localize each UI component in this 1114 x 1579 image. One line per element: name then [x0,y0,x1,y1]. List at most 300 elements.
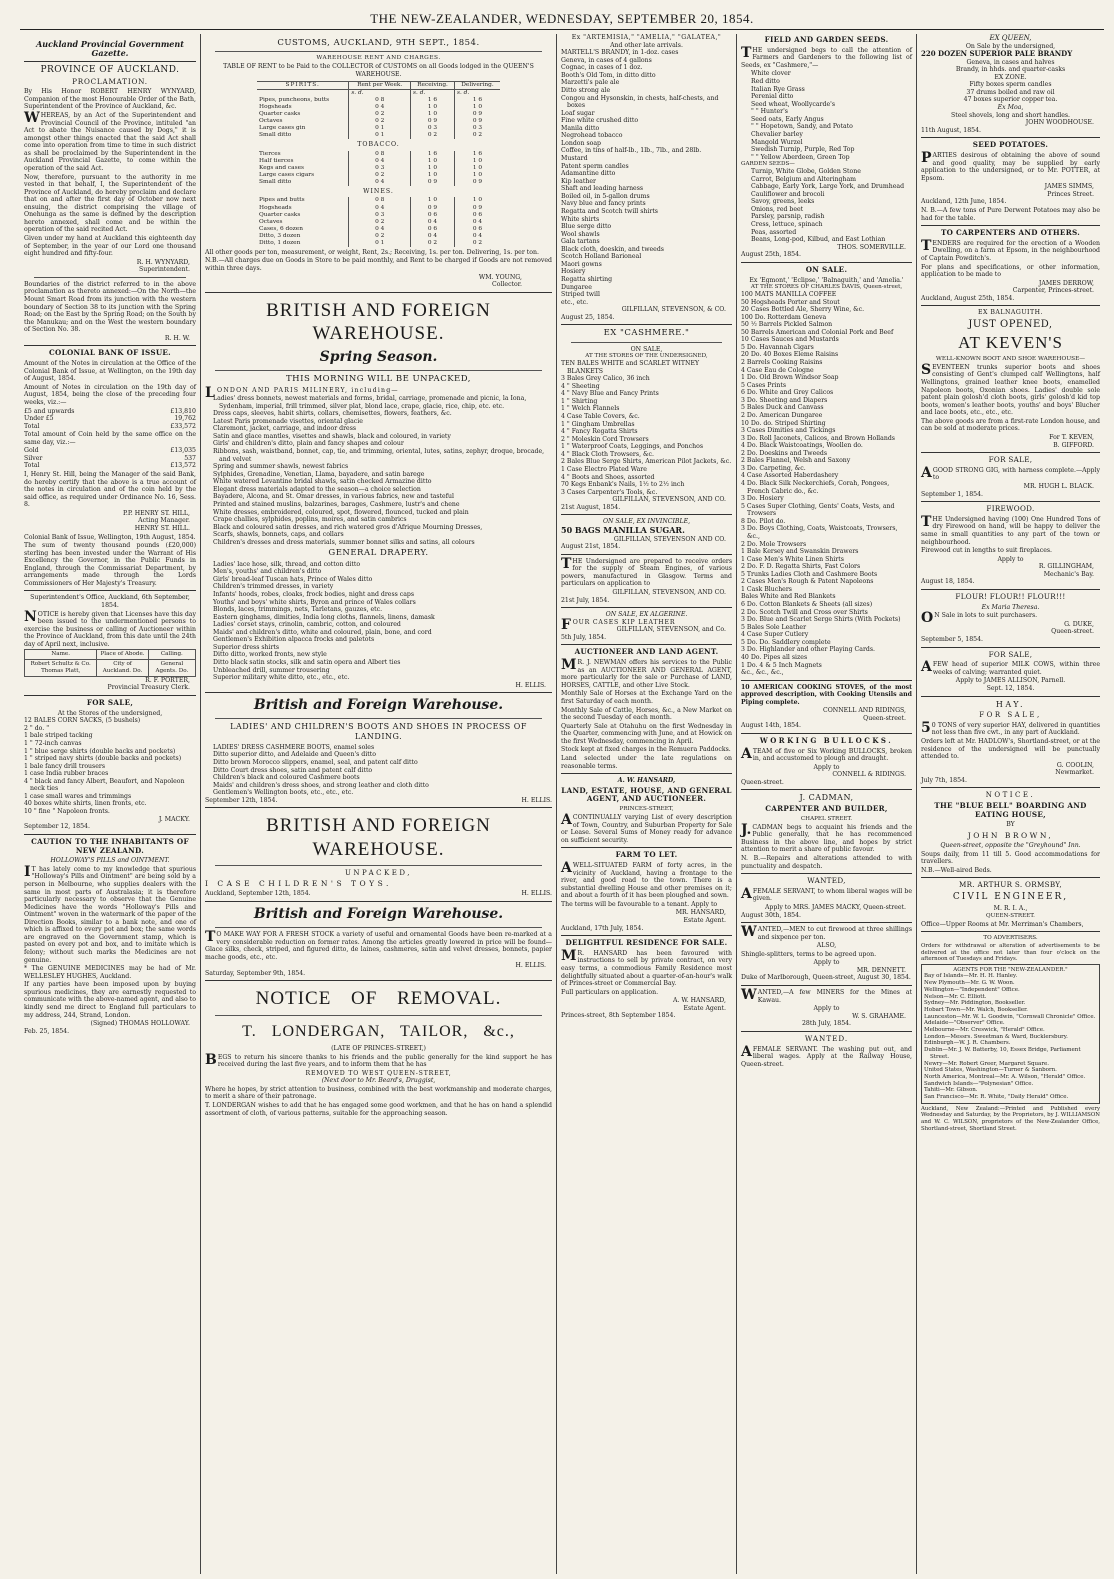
moa-signature: JOHN WOODHOUSE. [1025,119,1094,127]
bank-row [24,423,196,431]
wines-row-cell: 0 2 [411,240,455,247]
davis-item: Bales White and Red Blankets [741,593,836,601]
wanted-3-body: WANTED,—A few MINERS for the Mines at Kawau. [741,987,912,1004]
sale-item: 1 " blue serge shirts (double backs and pockets) [24,747,176,755]
wines-row-cell: 0 4 [455,219,500,226]
ellis-signature-4: H. ELLIS. [515,962,546,970]
stoves-signature-2: Queen-street. [863,714,906,722]
license-signature-2: Provincial Treasury Clerk. [107,684,190,692]
bank-row-label: Total [24,422,40,430]
hay-date: July 7th, 1854. [921,776,967,784]
queen-item: Geneva, in cases and halves [966,58,1055,66]
goods-item: Scotch Holland Barioneal [561,253,642,261]
goods-item: Cognac, in cases of 1 doz. [561,64,643,72]
tobacco-row [257,158,500,165]
drapery-item: Superior dress shirts [213,643,280,651]
firewood-body-2: Firewood cut in lengths to suit fireplaces. [921,547,1053,555]
drapery-item: Ditto ditto, worked fronts, new style [213,651,327,659]
goods-item: White shirts [561,215,600,223]
coin-row-value: £13,035 [170,447,196,455]
gig-date: September 1, 1854. [921,490,984,498]
sugar-signature: GILFILLAN, STEVENSON AND CO. [613,535,726,543]
blanket-item: 1 " Shirting [561,397,598,405]
davis-item: 5 Cases Super Clothing, Gents' Coats, Vests, and Trowsers [741,502,895,518]
londergan-body-2: Where he hopes, by strict attention to business, combined with the best workmanship and moderate charges, to merit a share of their patronage. [205,1085,552,1101]
davis-item: 3 Cases Dimities and Tickings [741,427,836,435]
garden-seed-item: Savoy, greens, leeks [751,198,815,206]
hansard-name: A. W. HANSARD, [617,777,676,785]
millinery-list [205,395,552,546]
bank-row-value: 19,762 [174,415,196,423]
millinery-item: Ladies' dress bonnets, newest materials and forms, bridal, carriage, promenade and picnic, la Iona, Sydenham, imperial, frill trimmed, silver plat, blond lace, crape, glacie, rice, chip, etc. etc. [213,395,527,410]
bank-declaration: I, Henry St. Hill, being the Manager of the said Bank, do hereby certify that the above is a true account of the notes in circulation and of the coin held by the said office, as required under Ordinance No. 16, Sess. 8. [24,471,196,509]
spirits-row-cell: 1 0 [411,111,455,118]
wanted-3-apply: Apply to [813,1005,840,1013]
spirits-row-cell: 0 9 [455,111,500,118]
ellis-signature-3: H. ELLIS. [521,890,552,898]
davis-item: 1 Bale Kersey and Swanskin Drawers [741,548,859,556]
cadman-name: J. CADMAN, [799,793,854,803]
column-3 [556,34,736,1574]
spirits-row-cell: 0 2 [349,111,411,118]
davis-item: 1 Cask Bluchers [741,585,792,593]
caution-body-2: * The GENUINE MEDICINES may be had of Mr. WELLESLEY HUGHES, Auckland. [24,965,196,980]
wines-row-cell: 1 0 [411,197,455,204]
cadman-heading: CARPENTER AND BUILDER, [765,804,888,814]
boots-item: Ditto Court dress shoes, satin and patent calf ditto [213,766,373,774]
rent-col-header: SPIRITS. [257,81,349,89]
kevens-body: SEVENTEEN trunks superior boots and shoes consisting of Gent's clumped calf Wellingtons, half Wellingtons, grained leather knee boots, enamelled Napoleon boots, Oxonian shoes. Ladies' double sole patent plain golosh'd cloth boots, girls' golosh'd kid top boots, women's leather boots, youths' and boys' Blucher and lace boots, etc., etc., etc. [921,361,1100,417]
tobacco-row-cell: 1 0 [411,165,455,172]
drapery-item: Youths' and boys' white shirts, Byron and prince of Wales collars [213,598,416,606]
bullocks-body: ATEAM of five or Six Working BULLOCKS, broken in, and accustomed to plough and draught. [741,745,912,763]
tobacco-row-cell: Tierces [259,150,281,157]
garden-seed-item: Cress, lettuce, spinach [751,220,823,228]
sale-items-list [24,717,196,815]
millinery-item: Ribbons, sash, waistband, bonnet, cap, tie, and trimming, oriental, lutes, satins, zephyr, droque, brocade, and velvet [213,448,545,463]
wanted-2-place: Duke of Marlborough, Queen-street, August 30, 1854. [741,974,911,982]
davis-item: 2 Barrels Cooking Raisins [741,359,823,366]
davis-item: 40 Do. Pipes all sizes [741,653,808,661]
sugar-line: 50 BAGS MANILLA SUGAR. [561,524,685,535]
wanted-1-body: AFEMALE SERVANT, to whom liberal wages will be given. [741,885,912,903]
bank-coin-intro: Total amount of Coin held by the same office on the same day, viz.:— [24,431,196,446]
spirits-row-cell: 0 9 [455,118,500,125]
steam-engines: THE Undersigned are prepared to receive orders for the supply of Steam Engines, of various powers, manufactured in Glasgow. Terms and particulars on application to [561,555,732,588]
blankets-signature: GILFILLAN, STEVENSON, AND CO. [612,496,726,504]
davis-item: 50 Barrels American and Colonial Pork and Beef [741,328,894,336]
queen-sub: On Sale by the undersigned, [965,42,1056,50]
goods-item: Maori gowns [561,260,602,268]
balnaguith-heading: EX BALNAGUITH. [978,309,1043,317]
millinery-item: White watered Levantine bridal shawls, satin checked Armazine ditto [213,478,432,486]
agent-item: Nelson—Mr. C. Elliott. [924,993,987,1000]
bullocks-signature: CONNELL & RIDINGS. [832,771,906,779]
davis-item: 4 Case Super Cutlery [741,631,809,639]
bank-notes-table [24,408,196,431]
bank-note: The sum of twenty thousand pounds (£20,000) sterling has been invested under the Warrant of His Excellency the Governor, in the Public Funds in England, through the Commissariat Department, by arrangements made through the Lords Commissioners of Her Majesty's Treasury. [24,542,196,587]
millinery-item: Claremont, jacket, carriage, and indoor dress [213,425,357,433]
millinery-item: Elegant dress materials adapted to the season—a choice selection [213,485,421,493]
davis-item: &c., &c., &c., [741,669,784,677]
davis-item: 6 Do. White and Grey Calicos [741,389,834,397]
wines-row-cell: Cases, 6 dozen [259,225,303,232]
davis-item: 4 Do. Black Waistcoatings, Woollen do. [741,442,863,450]
wines-row-cell: Quarter casks [259,211,301,218]
rent-signature-2: Collector. [492,281,522,289]
caution-date: Feb. 25, 1854. [24,1027,70,1035]
agents-heading: AGENTS FOR THE "NEW-ZEALANDER." [953,966,1068,973]
license-notice: NOTICE is hereby given that Licenses have this day been issued to the undermentioned persons to exercise the business or calling of Auctioneer within the Province of Auckland, from this date until the 24th day of April next, inclusive. [24,608,196,648]
spirits-row-cell: 0 2 [349,118,411,125]
potatoes-date: Auckland, 12th June, 1854. [921,198,1007,206]
stoves-date: August 14th, 1854. [741,722,802,730]
agents-list [924,973,1097,1100]
license-signature-1: R. F. PORTER, [145,676,190,684]
spirits-row-cell: 0 4 [349,104,411,111]
stoves-body: 10 AMERICAN COOKING STOVES, of the most approved description, with Cooking Utensils and Piping complete. [741,683,912,706]
cows-apply: Apply to JAMES ALLISON, Parnell. [955,677,1066,685]
agent-item: Sydney—Mr. Piddington, Bookseller. [924,1000,1026,1007]
davis-item: 3 Do. Sheeting and Diapers [741,396,828,404]
agent-item: Hobart Town—Mr. Walch, Bookseller. [924,1006,1028,1013]
proclamation-given: Given under my hand at Auckland this eighteenth day of September, in the year of our Lord one thousand eight hundred and fifty-four. [24,235,196,258]
wines-row-cell: Octaves [259,218,283,225]
davis-item: 5 Do. Do. Saddlery complete [741,638,831,646]
removal-heading: NOTICE OF REMOVAL. [255,988,502,1010]
davis-at: AT THE STORES OF CHARLES DAVIS, Queen-street, [750,284,903,291]
next-door: (Next door to Mr. Beard's, Druggist, [321,1077,436,1085]
goods-item: London soap [561,139,602,147]
davis-item: 50 Hogsheads Porter and Stout [741,298,840,306]
goods-item: Kip leather [561,177,596,185]
auctioneer-body-6: Land selected under the late regulations on reasonable terms. [561,754,732,770]
davis-item: 5 Do. Havannah Cigars [741,343,814,351]
goods-item: Negrohead tobacco [561,132,623,140]
hay-sale: FOR SALE, [979,711,1042,720]
spirits-row-cell: Hogsheads [259,103,292,110]
wines-row [257,233,500,240]
wines-row-cell: 0 4 [455,233,500,240]
wines-row-cell: 0 3 [349,212,411,219]
cadman-street: CHAPEL STREET. [800,815,853,822]
license-table [24,649,196,676]
cashmere-heading: EX "CASHMERE." [603,328,690,339]
rent-table [257,81,500,247]
drapery-item: Children's trimmed dresses, in variety [213,583,334,591]
moa-heading: Ex Moa, [997,104,1024,111]
drapery-item: Infants' hoods, robes, cloaks, frock bodies, night and dress caps [213,590,415,598]
tobacco-row-cell: 1 6 [411,151,455,158]
wanted-2-signature: MR. DENNETT. [856,966,906,974]
drapery-item: Unbleached drill, summer trousering [213,666,330,674]
goods-signature: GILFILLAN, STEVENSON, & CO. [621,306,726,314]
carpenters-body-2: For plans and specifications, or other information, application to be made to [921,263,1100,279]
residence-signature-1: A. W. HANSARD, [673,997,726,1005]
cows-date: Sept. 12, 1854. [986,685,1035,693]
wines-row-cell: 0 4 [349,205,411,212]
boots-item: Ditto brown Morocco slippers, enamel, seal, and patent calf ditto [213,758,418,766]
residence-heading: DELIGHTFUL RESIDENCE FOR SALE. [565,938,728,948]
davis-item: 8 Do. Pilot do. [741,517,786,525]
davis-item: 2 Bales Flannel, Welsh and Saxony [741,457,851,465]
seeds-heading: FIELD AND GARDEN SEEDS. [764,35,889,44]
just-opened: JUST OPENED, [968,318,1053,330]
seed-item: Perenial ditto [751,93,794,101]
goods-item: Mustard [561,155,588,162]
tobacco-row-cell: 0 9 [455,179,500,186]
wanted-1-apply: Apply to MRS. JAMES MACKY, Queen-street. [764,903,906,911]
tobacco-row-cell: 1 0 [455,172,500,179]
spirits-row [257,104,500,111]
goods-item: Patent sperm candles [561,162,629,170]
garden-seed-item: Carrot, Belgium and Alteringham [751,175,857,183]
blanket-item: 3 Bales Grey Calico, 36 inch [561,375,650,383]
bank-date: Colonial Bank of Issue, Wellington, 19th August, 1854. [24,533,196,541]
sale-signature: J. MACKY. [158,815,190,823]
sugar-date: August 21st, 1854. [561,543,621,551]
ormsby-name: MR. ARTHUR S. ORMSBY, [958,880,1062,890]
wines-row-cell: 0 6 [455,212,500,219]
sale-subheading: At the Stores of the undersigned, [57,709,163,717]
hay-body-2: Orders left at Mr. HADLOW's, Shortland-street, or at the residence of the undersigned will be punctually attended to. [921,738,1100,761]
seed-item: Red ditto [751,78,780,86]
farm-date: Auckland, 17th July, 1854. [561,924,644,932]
firewood-signature: R. GILLINGHAM, [1038,563,1094,571]
advertisers-heading: TO ADVERTISERS. [983,935,1038,942]
toys-date: Auckland, September 12th, 1854. [205,890,311,898]
seed-item: Italian Rye Grass [751,85,805,93]
proclamation-heading: PROCLAMATION. [72,76,148,86]
carpenters-body: TENDERS are required for the erection of a Wooden Dwelling, on a farm at Epsom, in the neighbourhood of Captain Powditch's. [921,237,1100,262]
agents-box [921,964,1100,1104]
spirits-row-cell: 0 2 [411,132,455,139]
carpenters-signature: JAMES DERROW, [1038,279,1094,287]
drapery-item: Maids' and children's ditto, white and coloured, plain, bone, and cord [213,628,432,636]
garden-seed-item: Cabbage, Early York, Large York, and Drumhead [751,183,905,191]
sale-item: 40 boxes white shirts, linen fronts, etc. [24,800,147,808]
stoves-signature-1: CONNELL AND RIDINGS, [823,707,906,715]
province-heading: PROVINCE OF AUCKLAND. [40,64,180,75]
seeds-signature: THOS. SOMERVILLE. [837,243,906,251]
tobacco-row-cell: 0 8 [349,151,411,158]
bank-heading: COLONIAL BANK OF ISSUE. [49,348,171,358]
customs-heading: CUSTOMS, AUCKLAND, 9TH SEPT., 1854. [277,38,480,48]
agent-item: United States, Washington—Turner & Sanborn. [924,1067,1057,1074]
millinery-item: Spring and summer shawls, newest fabrics [213,463,349,471]
ex-sub: And other late arrivals. [610,41,683,49]
firewood-date: August 18, 1854. [921,578,975,586]
auctioneer-body-3: Monthly Sale of Cattle, Horses, &c., a New Market on the second Tuesday of each month. [561,706,732,722]
davis-item: 20 Do. 40 Boxes Eleme Raisins [741,351,839,359]
proclamation-signature: R. H. WYNYARD, [136,258,190,266]
caution-heading: CAUTION TO THE INHABITANTS OF NEW ZEALAND. [31,836,189,855]
davis-item: 6 Do. Cotton Blankets & Sheets (all sizes) [741,601,873,608]
blanket-item: 70 Kegs Enbank's Nails, 1½ to 2½ inch [561,481,685,489]
columns [20,34,1104,1574]
goods-list [561,49,732,306]
agent-item: Sandwich Islands—"Polynesian" Office. [924,1080,1034,1087]
drapery-item: Gentlemen's Exhibition alpacca frocks and paletots [213,636,375,644]
davis-item: 1 Case Men's White Linen Shirts [741,555,844,563]
wines-row-cell: Pipes and butts [259,197,305,204]
sale-item: 1 bale striped tacking [24,732,93,740]
boundaries-signature: R. H. W. [164,334,190,342]
residence-date: Princes-street, 8th September 1854. [561,1012,676,1020]
carpenters-heading: TO CARPENTERS AND OTHERS. [941,228,1080,238]
license-place: Superintendent's Office, Auckland, 6th September, 1854. [30,594,190,609]
blanket-item: 1 " Welch Flannels [561,405,620,413]
davis-item: 3 Do. Blue and Scarlet Serge Shirts (With Pockets) [741,616,901,624]
garden-seed-item: Cauliflower and brocoli [751,190,825,198]
goods-item: Shaft and leading harness [561,185,644,193]
queen-list [921,59,1100,74]
drapery-item: Superior military white ditto, etc., etc., etc. [213,674,350,682]
steam-date: 21st July, 1854. [561,596,610,604]
hay-body: 50 TONS of very superior HAY, delivered in quantities not less than five cwt., in any part of Auckland. [921,719,1100,737]
wines-row-cell: 0 8 [349,197,411,204]
tobacco-row-cell: 1 0 [411,172,455,179]
bluebell-nb: N.B.—Well-aired Beds. [921,866,992,874]
davis-item: 4 Do. Black Silk Neckerchiefs, Corah, Pongees, French Cabric do., &c. [741,480,890,495]
wanted-2-also: ALSO, [816,942,837,950]
blanket-item: 3 Cases Carpenter's Tools, &c. [561,488,658,496]
wines-row [257,240,500,247]
agent-item: Bay of Islands—Mr. H. H. Hanley. [924,973,1018,980]
hay-signature: G. COOLIN, [1056,761,1094,769]
potatoes-heading: SEED POTATOES. [972,140,1049,150]
spirits-row-cell: 1 0 [411,104,455,111]
davis-item: 4 Case Assorted Haberdashery [741,472,839,480]
spirits-row-cell: 0 1 [349,125,411,132]
goods-item: Dungaree [561,283,592,291]
agent-item: London—Messrs. Sweetman & Ward, Bucklersbury. [924,1033,1068,1040]
cows-body: AFEW head of superior MILK COWS, within three weeks of calving; warranted quiet. [921,659,1100,676]
seed-item: Swedish Turnip, Purple, Red Top [751,146,855,154]
blanket-item: TEN BALES WHITE and SCARLET WITNEY BLANKETS [561,360,700,375]
davis-item: 2 Do. Mole Trowsers [741,540,807,548]
potatoes-nb: N. B.—A few tons of Pure Derwent Potatoes may also be had for the table. [921,206,1100,222]
bank-row-value: £13,810 [170,407,196,415]
wines-row [257,226,500,233]
boots-item: Gentlemen's Wellington boots, etc., etc., etc. [213,789,354,797]
millinery-item: Scarfs, shawls, bonnets, caps, and collars [213,531,344,539]
wines-row [257,197,500,204]
caution-body: IT has lately come to my knowledge that spurious "Holloway's Pills and Ointment" are being sold by a person in Melbourne, who supplies dealers with the same in most parts of Australasia; it is therefore particularly necessary to observe that the Genuine Medicines have the words "Holloway's Pills and Ointment" woven in the watermark of the paper of the Direction Books, similar to a bank note, and one of which is affixed to every pot and box; the same words are engraved on the Government stamp, which is pasted on every pot and box, and to imitate which is felony; without such marks the Medicines are not genuine. [24,863,196,964]
wines-heading: WINES. [363,187,394,195]
auctioneer-body: MR. J. NEWMAN offers his services to the Public as an AUCTIONEER AND GENERAL AGENT, more particularly for the sale or Purchase of LAND, HORSES, CATTLE, and other Live Stock. [561,657,732,689]
davis-item: 10 Cases Sauces and Mustards [741,336,839,344]
bullocks-heading: WORKING BULLOCKS. [759,736,894,745]
potatoes-signature: JAMES SIMMS, [1044,183,1094,191]
blanket-item: 4 " Navy Blue and Fancy Prints [561,390,659,398]
tobacco-row-cell: Large cases cigars [259,171,315,178]
rent-intro: TABLE OF RENT to be Paid to the COLLECTOR of CUSTOMS on all Goods lodged in the QUEEN'S WAREHOUSE. [223,63,534,78]
queen-item: Brandy, in hhds. and quarter-casks [955,66,1066,74]
tobacco-row [257,151,500,158]
potatoes-signature-2: Princes Street. [1047,190,1094,198]
license-header: Name. [25,650,97,660]
drapery-item: Ladies' corset stays, crinolin, cambric, cotton, and coloured [213,621,401,629]
wines-row [257,212,500,219]
ormsby-title: CIVIL ENGINEER, [952,892,1069,903]
sale-item: 1 bale fancy drill trousers [24,762,105,770]
millinery-lead: LONDON AND PARIS MILINERY, including— [205,384,399,401]
tobacco-row-cell: 0 9 [411,179,455,186]
bfw-heading-2: BRITISH AND FOREIGN WAREHOUSE. [266,815,491,860]
farm-heading: FARM TO LET. [615,850,678,860]
flour-date: September 5, 1854. [921,636,984,644]
wines-row [257,205,500,212]
at-stores: AT THE STORES OF THE UNDERSIGNED, [585,353,708,360]
queen-heading: EX QUEEN, [989,34,1032,42]
spirits-row-cell: 0 8 [349,97,411,104]
column-1 [20,34,200,1574]
firewood-apply: Apply to [997,555,1024,563]
tobacco-row-cell: Kegs and cases [259,164,305,171]
rent-note-2: N.B.—All charges due on Goods in Store to be paid monthly, and Rent to be charged if Goods are not removed within three days. [205,257,552,273]
rent-unit: s. d. [349,89,411,97]
drapery-item: Blonds, laces, trimmings, nets, Tarletans, gauzes, etc. [213,606,383,614]
auctioneer-body-5: Stock kept at fixed charges in the Remuera Paddocks. [561,746,731,754]
rent-signature-1: WM. YOUNG, [478,273,522,281]
spirits-row-cell: Quarter casks [259,110,301,117]
kevens-signature: For T. KEVEN, [1049,433,1094,441]
bank-row-value: £33,572 [170,422,196,430]
spirits-row-cell: Small ditto [259,131,292,138]
agent-item: Edinburgh—W. J. R. Chambers. [924,1040,1011,1047]
spirits-row-cell: 1 6 [455,97,500,104]
bluebell-heading: THE "BLUE BELL" BOARDING AND EATING HOUSE, [934,800,1087,819]
gig-heading: FOR SALE, [988,455,1033,465]
seeds-body: THE undersigned begs to call the attention of Farmers and Gardeners to the following list of Seeds, ex "Cashmere,"— [741,44,912,69]
boots-item: LADIES' DRESS CASHMERE BOOTS, enamel soles [213,743,375,751]
garden-label: GARDEN SEEDS— [741,161,795,168]
kip-line: FOUR CASES KIP LEATHER [561,616,676,633]
ellis-signature-1: H. ELLIS. [515,681,546,689]
londergan-heading: T. LONDERGAN, TAILOR, &c., [242,1022,515,1040]
millinery-item: Black and coloured satin dresses, and rich watered gros d'Afrique Mourning Dresses, [213,523,483,531]
hansard-body: ACONTINUALLY varying List of every description of Town, Country, and Suburban Property for Sale or Lease. Several Sums of Money ready for advance on sufficient security. [561,812,732,844]
blanket-item: 4 " Fancy Regatta Shirts [561,428,638,436]
davis-item: 1 Do. Old Brown Windsor Soap [741,374,839,382]
flour-heading: FLOUR! FLOUR!! FLOUR!!! [955,591,1066,601]
proclamation-body-1: WHEREAS, by an Act of the Superintendent and Provincial Council of the Province, intituled "an Act to abate the Nuisance caused by Dogs," it is amongst other things enacted that the said Act shall come into operation from time to time in such district as shall be proclaimed by the Superintendent in the Auckland Provincial Gazette, to come within the operation of the said Act. [24,110,196,172]
caution-signature: (Signed) THOMAS HOLLOWAY. [90,1020,190,1028]
fresh-stock-text: TO MAKE WAY FOR A FRESH STOCK a variety of useful and ornamental Goods have been re-marked at a very considerable reduction on former rates. Among the articles greatly lowered in price will be found—Glace silks, check, striped, and figured ditto, de laines, cashmeres, satin and velvet dresses, bonnets, papier mache goods, etc., etc. [205,928,552,961]
goods-item: Geneva, in cases of 4 gallons [561,56,652,64]
davis-item: 5 Bales Sole Leather [741,623,807,631]
bfw-heading-1: BRITISH AND FOREIGN WAREHOUSE. [266,299,491,344]
goods-item: Marzetti's pale ale [561,79,620,87]
millinery-item: Latest Paris promenade visettes, oriental glacie [213,417,363,425]
ex-ships: Ex "ARTEMISIA," "AMELIA," "GALATEA," [571,34,722,41]
proclamation-body-2: Now, therefore, pursuant to the authority in me vested in that behalf, I, the Superintendent of the Province of Auckland, do hereby proclaim and declare that on and after the first day of October now next ensuing, the district comprising the village of Onehunga as the same is defined by the description hereto annexed, shall come and be within the operation of the said recited Act. [24,173,196,234]
kevens-body-2: The above goods are from a first-rate London house, and can be sold at moderate prices. [921,417,1100,433]
seed-item: " " Yellow Aberdeen, Green Top [751,153,850,161]
blanket-item: 1 Case Electro Plated Ware [561,465,647,473]
millinery-item: Sylphides, Grenadine, Venetian, Llama, bayadere, and satin barege [213,470,425,478]
blanket-item: 1 " Waterproof Coats, Leggings, and Ponchos [561,443,704,451]
garden-seed-item: Peas, assorted [751,228,797,236]
wines-row [257,219,500,226]
agent-item: Dublin—Mr. J. W. Batterby, 10, Essex Bridge, Parliament Street. [924,1047,1081,1060]
wanted-4-heading: WANTED. [804,1033,849,1043]
garden-seed-item: Turnip, White Globe, Golden Stone [751,168,861,176]
spirits-row-cell: Octaves [259,117,283,124]
goods-item: Regatta and Scotch twill shirts [561,207,658,215]
sale-heading: FOR SALE, [86,697,134,707]
